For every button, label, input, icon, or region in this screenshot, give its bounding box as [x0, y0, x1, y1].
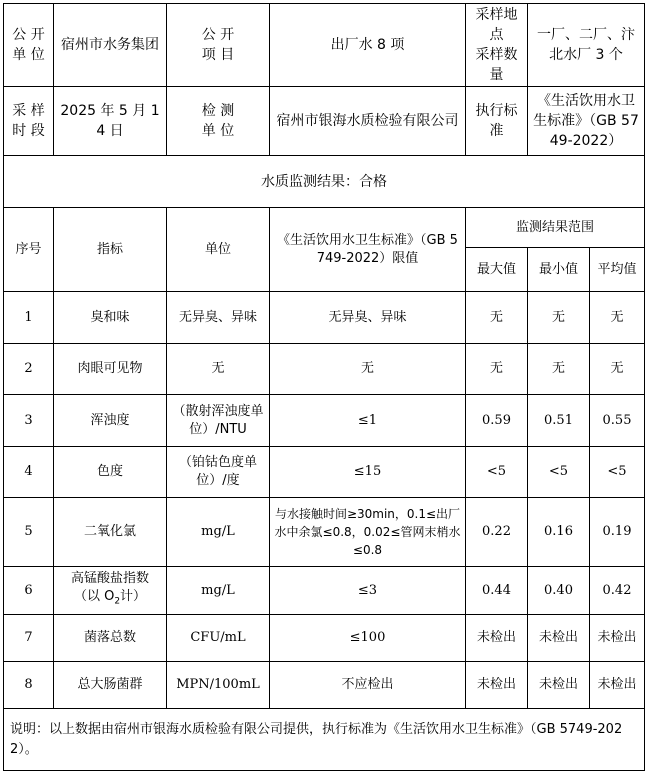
lab-value: 宿州市银海水质检验有限公司	[270, 87, 466, 156]
period-value: 2025 年 5 月 14 日	[54, 87, 167, 156]
sites-label: 采样地点 采样数量	[466, 4, 528, 87]
row-limit: 无异臭、异味	[270, 292, 466, 344]
table-row	[4, 395, 645, 447]
publisher-label: 公 开 单 位	[4, 4, 54, 87]
row-no: 4	[4, 447, 54, 498]
row-indicator: 总大肠菌群	[54, 662, 167, 709]
row-no: 7	[4, 615, 54, 662]
row-unit: 无	[167, 344, 270, 395]
table-row	[4, 615, 645, 662]
row-no: 2	[4, 344, 54, 395]
row-limit: 无	[270, 344, 466, 395]
row-unit: MPN/100mL	[167, 662, 270, 709]
row-indicator: 菌落总数	[54, 615, 167, 662]
table-row	[4, 498, 645, 567]
row-max: 无	[466, 292, 528, 344]
row-unit: mg/L	[167, 567, 270, 615]
row-avg: 无	[590, 344, 645, 395]
row-no: 6	[4, 567, 54, 615]
row-limit: ≤3	[270, 567, 466, 615]
row-no: 5	[4, 498, 54, 567]
row-avg: 0.42	[590, 567, 645, 615]
row-unit: CFU/mL	[167, 615, 270, 662]
header-row-2	[4, 87, 645, 156]
row-max: 未检出	[466, 662, 528, 709]
row-min: <5	[528, 447, 590, 498]
note-text: 说明：以上数据由宿州市银海水质检验有限公司提供，执行标准为《生活饮用水卫生标准》（GB 5749-2022）。	[4, 709, 645, 771]
table-row	[4, 292, 645, 344]
row-avg: 无	[590, 292, 645, 344]
row-max: <5	[466, 447, 528, 498]
row-max: 未检出	[466, 615, 528, 662]
header-row-1	[4, 4, 645, 87]
row-min: 无	[528, 292, 590, 344]
row-limit: ≤100	[270, 615, 466, 662]
row-min: 未检出	[528, 662, 590, 709]
row-max: 无	[466, 344, 528, 395]
table-row	[4, 447, 645, 498]
row-min: 未检出	[528, 615, 590, 662]
column-header-row-1	[4, 208, 645, 248]
row-indicator-main: 高锰酸盐指数	[70, 571, 149, 587]
col-no: 序号	[4, 208, 54, 292]
row-min: 0.16	[528, 498, 590, 567]
row-unit: （散射浑浊度单位）/NTU	[167, 395, 270, 447]
row-indicator: 臭和味	[54, 292, 167, 344]
col-limit: 《生活饮用水卫生标准》（GB 5749-2022）限值	[270, 208, 466, 292]
row-avg: 未检出	[590, 662, 645, 709]
row-no: 1	[4, 292, 54, 344]
row-limit: ≤15	[270, 447, 466, 498]
row-unit: 无异臭、异味	[167, 292, 270, 344]
row-limit: ≤1	[270, 395, 466, 447]
col-indicator: 指标	[54, 208, 167, 292]
row-indicator: 肉眼可见物	[54, 344, 167, 395]
standard-value: 《生活饮用水卫生标准》（GB 5749-2022）	[528, 87, 645, 156]
row-indicator	[54, 567, 167, 615]
row-unit: （铂钴色度单位）/度	[167, 447, 270, 498]
row-avg: 未检出	[590, 615, 645, 662]
row-min: 0.40	[528, 567, 590, 615]
col-avg: 平均值	[590, 248, 645, 292]
row-max: 0.22	[466, 498, 528, 567]
row-avg: 0.19	[590, 498, 645, 567]
items-value: 出厂水 8 项	[270, 4, 466, 87]
standard-label: 执行标准	[466, 87, 528, 156]
table-row	[4, 662, 645, 709]
items-label: 公 开 项 目	[167, 4, 270, 87]
result-title: 水质监测结果：合格	[4, 156, 645, 208]
table-row	[4, 344, 645, 395]
row-no: 3	[4, 395, 54, 447]
row-min: 0.51	[528, 395, 590, 447]
row-unit: mg/L	[167, 498, 270, 567]
row-indicator-note: （以 $O_2$计）	[73, 589, 147, 607]
row-avg: 0.55	[590, 395, 645, 447]
row-max: 0.44	[466, 567, 528, 615]
row-no: 8	[4, 662, 54, 709]
row-limit: 不应检出	[270, 662, 466, 709]
col-unit: 单位	[167, 208, 270, 292]
col-min: 最小值	[528, 248, 590, 292]
row-limit: 与水接触时间≥30min，0.1≤出厂水中余氯≤0.8，0.02≤管网末梢水≤0.8	[270, 498, 466, 567]
row-avg: <5	[590, 447, 645, 498]
table-row	[4, 567, 645, 615]
publisher-value: 宿州市水务集团	[54, 4, 167, 87]
note-row	[4, 709, 645, 771]
row-indicator: 色度	[54, 447, 167, 498]
row-indicator: 浑浊度	[54, 395, 167, 447]
water-quality-table	[3, 3, 645, 771]
row-indicator: 二氧化氯	[54, 498, 167, 567]
period-label: 采 样 时 段	[4, 87, 54, 156]
col-range: 监测结果范围	[466, 208, 645, 248]
sites-value: 一厂、二厂、汴北水厂 3 个	[528, 4, 645, 87]
lab-label: 检 测 单 位	[167, 87, 270, 156]
result-row	[4, 156, 645, 208]
row-max: 0.59	[466, 395, 528, 447]
row-min: 无	[528, 344, 590, 395]
col-max: 最大值	[466, 248, 528, 292]
